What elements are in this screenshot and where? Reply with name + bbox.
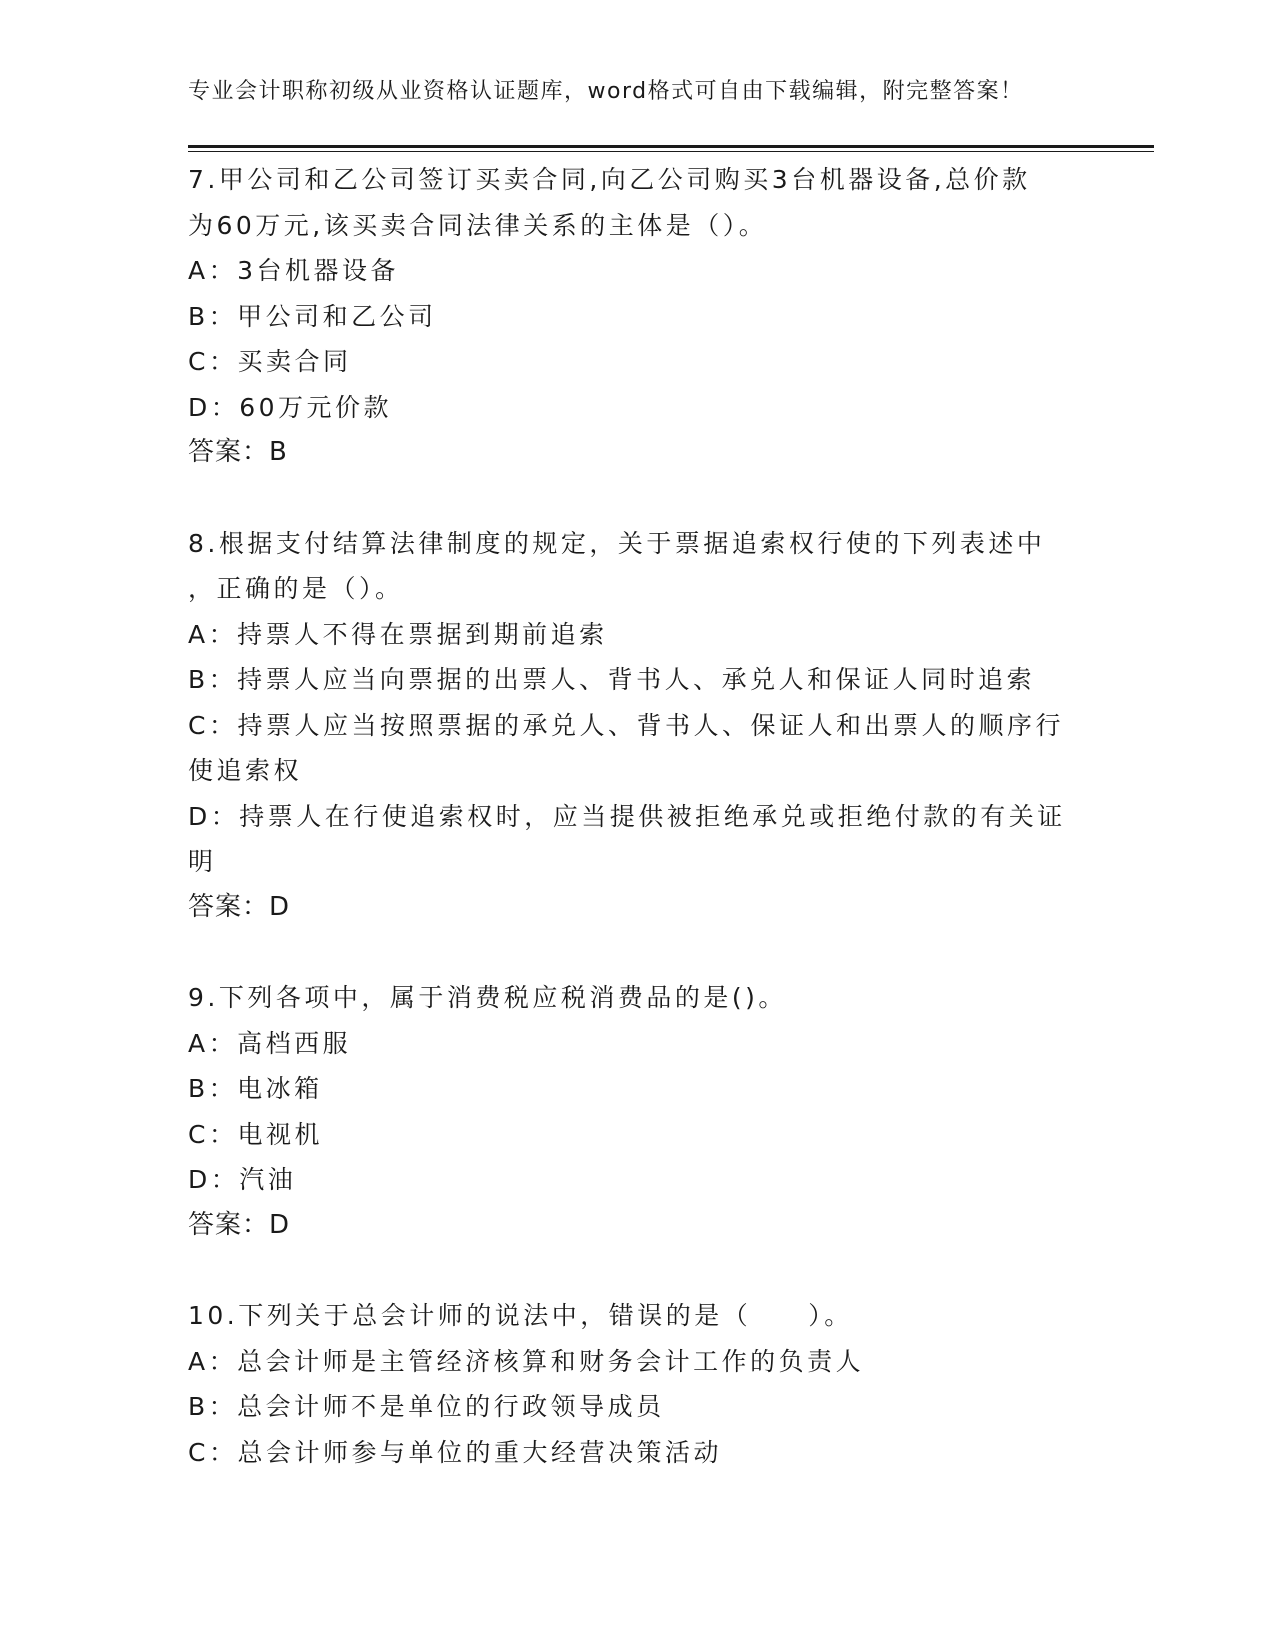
question-stem-line: 8.根据支付结算法律制度的规定，关于票据追索权行使的下列表述中 xyxy=(188,528,1046,558)
header-divider xyxy=(188,145,1154,152)
answer-line: 答案：D xyxy=(188,1209,291,1240)
question-stem-line: 10.下列关于总会计师的说法中，错误的是（ ）。 xyxy=(188,1301,853,1330)
question-stem-line: 为60万元,该买卖合同法律关系的主体是（）。 xyxy=(188,210,768,240)
option-b: B：甲公司和乙公司 xyxy=(188,301,437,331)
question-list xyxy=(188,157,1088,1475)
option-b: B：持票人应当向票据的出票人、背书人、承兑人和保证人同时追索 xyxy=(188,665,1036,694)
question-7 xyxy=(188,157,1088,476)
option-c: C：买卖合同 xyxy=(188,347,352,376)
question-9 xyxy=(188,975,1088,1248)
question-8 xyxy=(188,521,1088,931)
option-c-continued: 使追索权 xyxy=(188,756,303,785)
option-d: D：汽油 xyxy=(188,1165,297,1194)
question-spacer xyxy=(188,476,1088,521)
option-a: A：总会计师是主管经济核算和财务会计工作的负责人 xyxy=(188,1346,865,1376)
question-10 xyxy=(188,1293,1088,1475)
option-d: D：持票人在行使追索权时，应当提供被拒绝承兑或拒绝付款的有关证 xyxy=(188,801,1066,831)
option-b: B：总会计师不是单位的行政领导成员 xyxy=(188,1392,665,1421)
question-spacer xyxy=(188,1248,1088,1293)
option-d-continued: 明 xyxy=(188,847,217,876)
answer-line: 答案：B xyxy=(188,437,288,467)
option-a: A：持票人不得在票据到期前追索 xyxy=(188,619,608,649)
option-a: A：3台机器设备 xyxy=(188,256,400,285)
option-a: A：高档西服 xyxy=(188,1028,352,1058)
question-stem-line: 9.下列各项中，属于消费税应税消费品的是()。 xyxy=(188,983,787,1012)
question-spacer xyxy=(188,930,1088,975)
option-b: B：电冰箱 xyxy=(188,1074,323,1103)
option-c: C：持票人应当按照票据的承兑人、背书人、保证人和出票人的顺序行 xyxy=(188,710,1064,740)
page-header: 专业会计职称初级从业资格认证题库，word格式可自由下载编辑，附完整答案！ xyxy=(188,79,1024,104)
option-c: C：电视机 xyxy=(188,1119,323,1149)
question-stem-line: 7.甲公司和乙公司签订买卖合同,向乙公司购买3台机器设备,总价款 xyxy=(188,165,1031,194)
answer-line: 答案：D xyxy=(188,891,291,922)
option-d: D：60万元价款 xyxy=(188,392,393,422)
question-stem-line: ，正确的是（）。 xyxy=(188,574,404,603)
option-c: C：总会计师参与单位的重大经营决策活动 xyxy=(188,1437,722,1467)
